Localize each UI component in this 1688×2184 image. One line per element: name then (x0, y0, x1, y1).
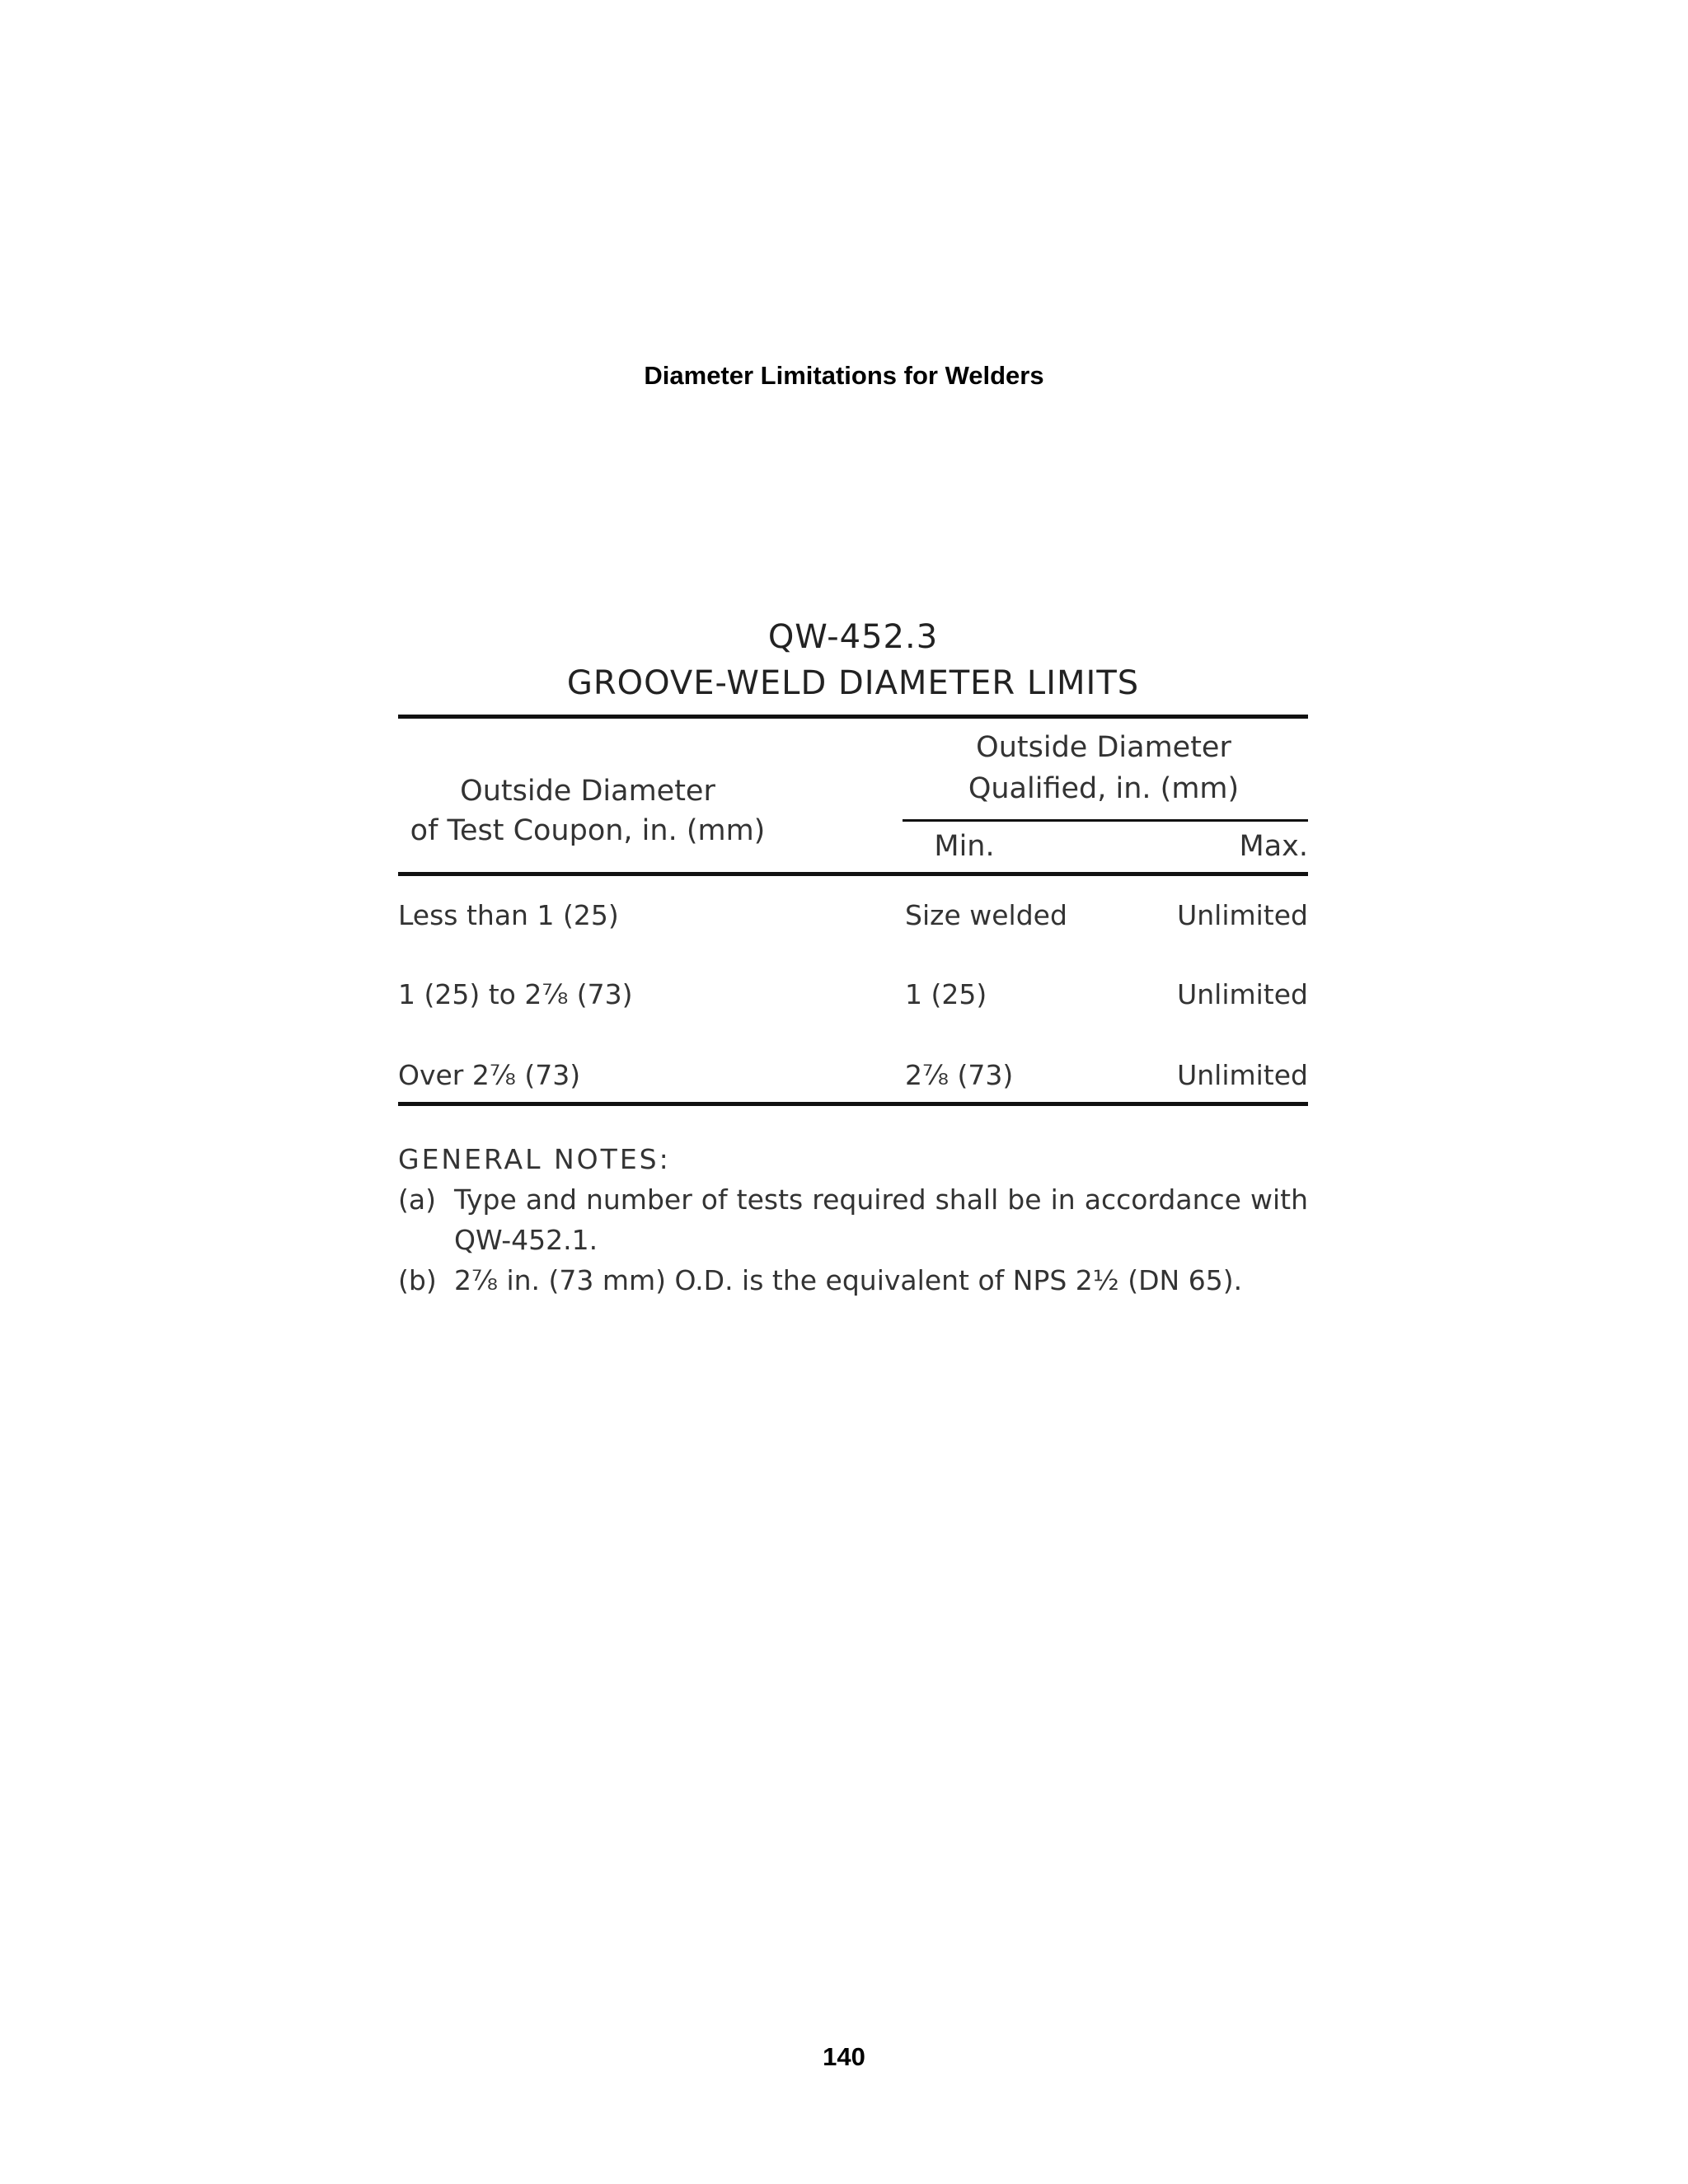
header-sub-rule (903, 819, 1308, 822)
header-test-coupon-diameter (398, 771, 777, 851)
note-marker: (a) (398, 1183, 436, 1216)
header-coupon-line2: of Test Coupon, in. (mm) (410, 814, 766, 847)
header-qualified-diameter (899, 727, 1308, 809)
cell-coupon: 1 (25) to 2⅞ (73) (398, 978, 633, 1010)
general-notes (398, 1139, 1308, 1301)
cell-min: 2⅞ (73) (905, 1059, 1014, 1091)
table-row (398, 899, 1308, 940)
cell-coupon: Less than 1 (25) (398, 899, 619, 931)
note-item (398, 1179, 1308, 1260)
header-min: Min. (934, 830, 995, 863)
header-max: Max. (1239, 830, 1308, 863)
diameter-limits-table (398, 614, 1308, 1301)
cell-max: Unlimited (1177, 978, 1308, 1010)
table-row (398, 1059, 1308, 1100)
note-text: Type and number of tests required shall be in accordance with QW-452.1. (454, 1183, 1308, 1256)
note-marker: (b) (398, 1264, 437, 1296)
table-title: GROOVE-WELD DIAMETER LIMITS (566, 664, 1140, 702)
header-qualified-line2: Qualified, in. (mm) (968, 772, 1240, 805)
table-bottom-rule (398, 1102, 1308, 1106)
page-heading: Diameter Limitations for Welders (644, 361, 1044, 390)
table-header (398, 719, 1308, 872)
header-coupon-line1: Outside Diameter (460, 775, 715, 808)
page-number: 140 (823, 2042, 865, 2071)
header-qualified-line1: Outside Diameter (976, 731, 1231, 764)
table-row (398, 978, 1308, 1019)
table-body (398, 876, 1308, 1102)
cell-coupon: Over 2⅞ (73) (398, 1059, 581, 1091)
note-text: 2⅞ in. (73 mm) O.D. is the equivalent of NPS 2½ (DN 65). (454, 1264, 1243, 1296)
note-item (398, 1260, 1308, 1301)
cell-max: Unlimited (1177, 899, 1308, 931)
cell-min: 1 (25) (905, 978, 987, 1010)
cell-min: Size welded (905, 899, 1067, 931)
general-notes-heading: GENERAL NOTES: (398, 1143, 671, 1175)
table-number: QW-452.3 (767, 618, 939, 656)
cell-max: Unlimited (1177, 1059, 1308, 1091)
